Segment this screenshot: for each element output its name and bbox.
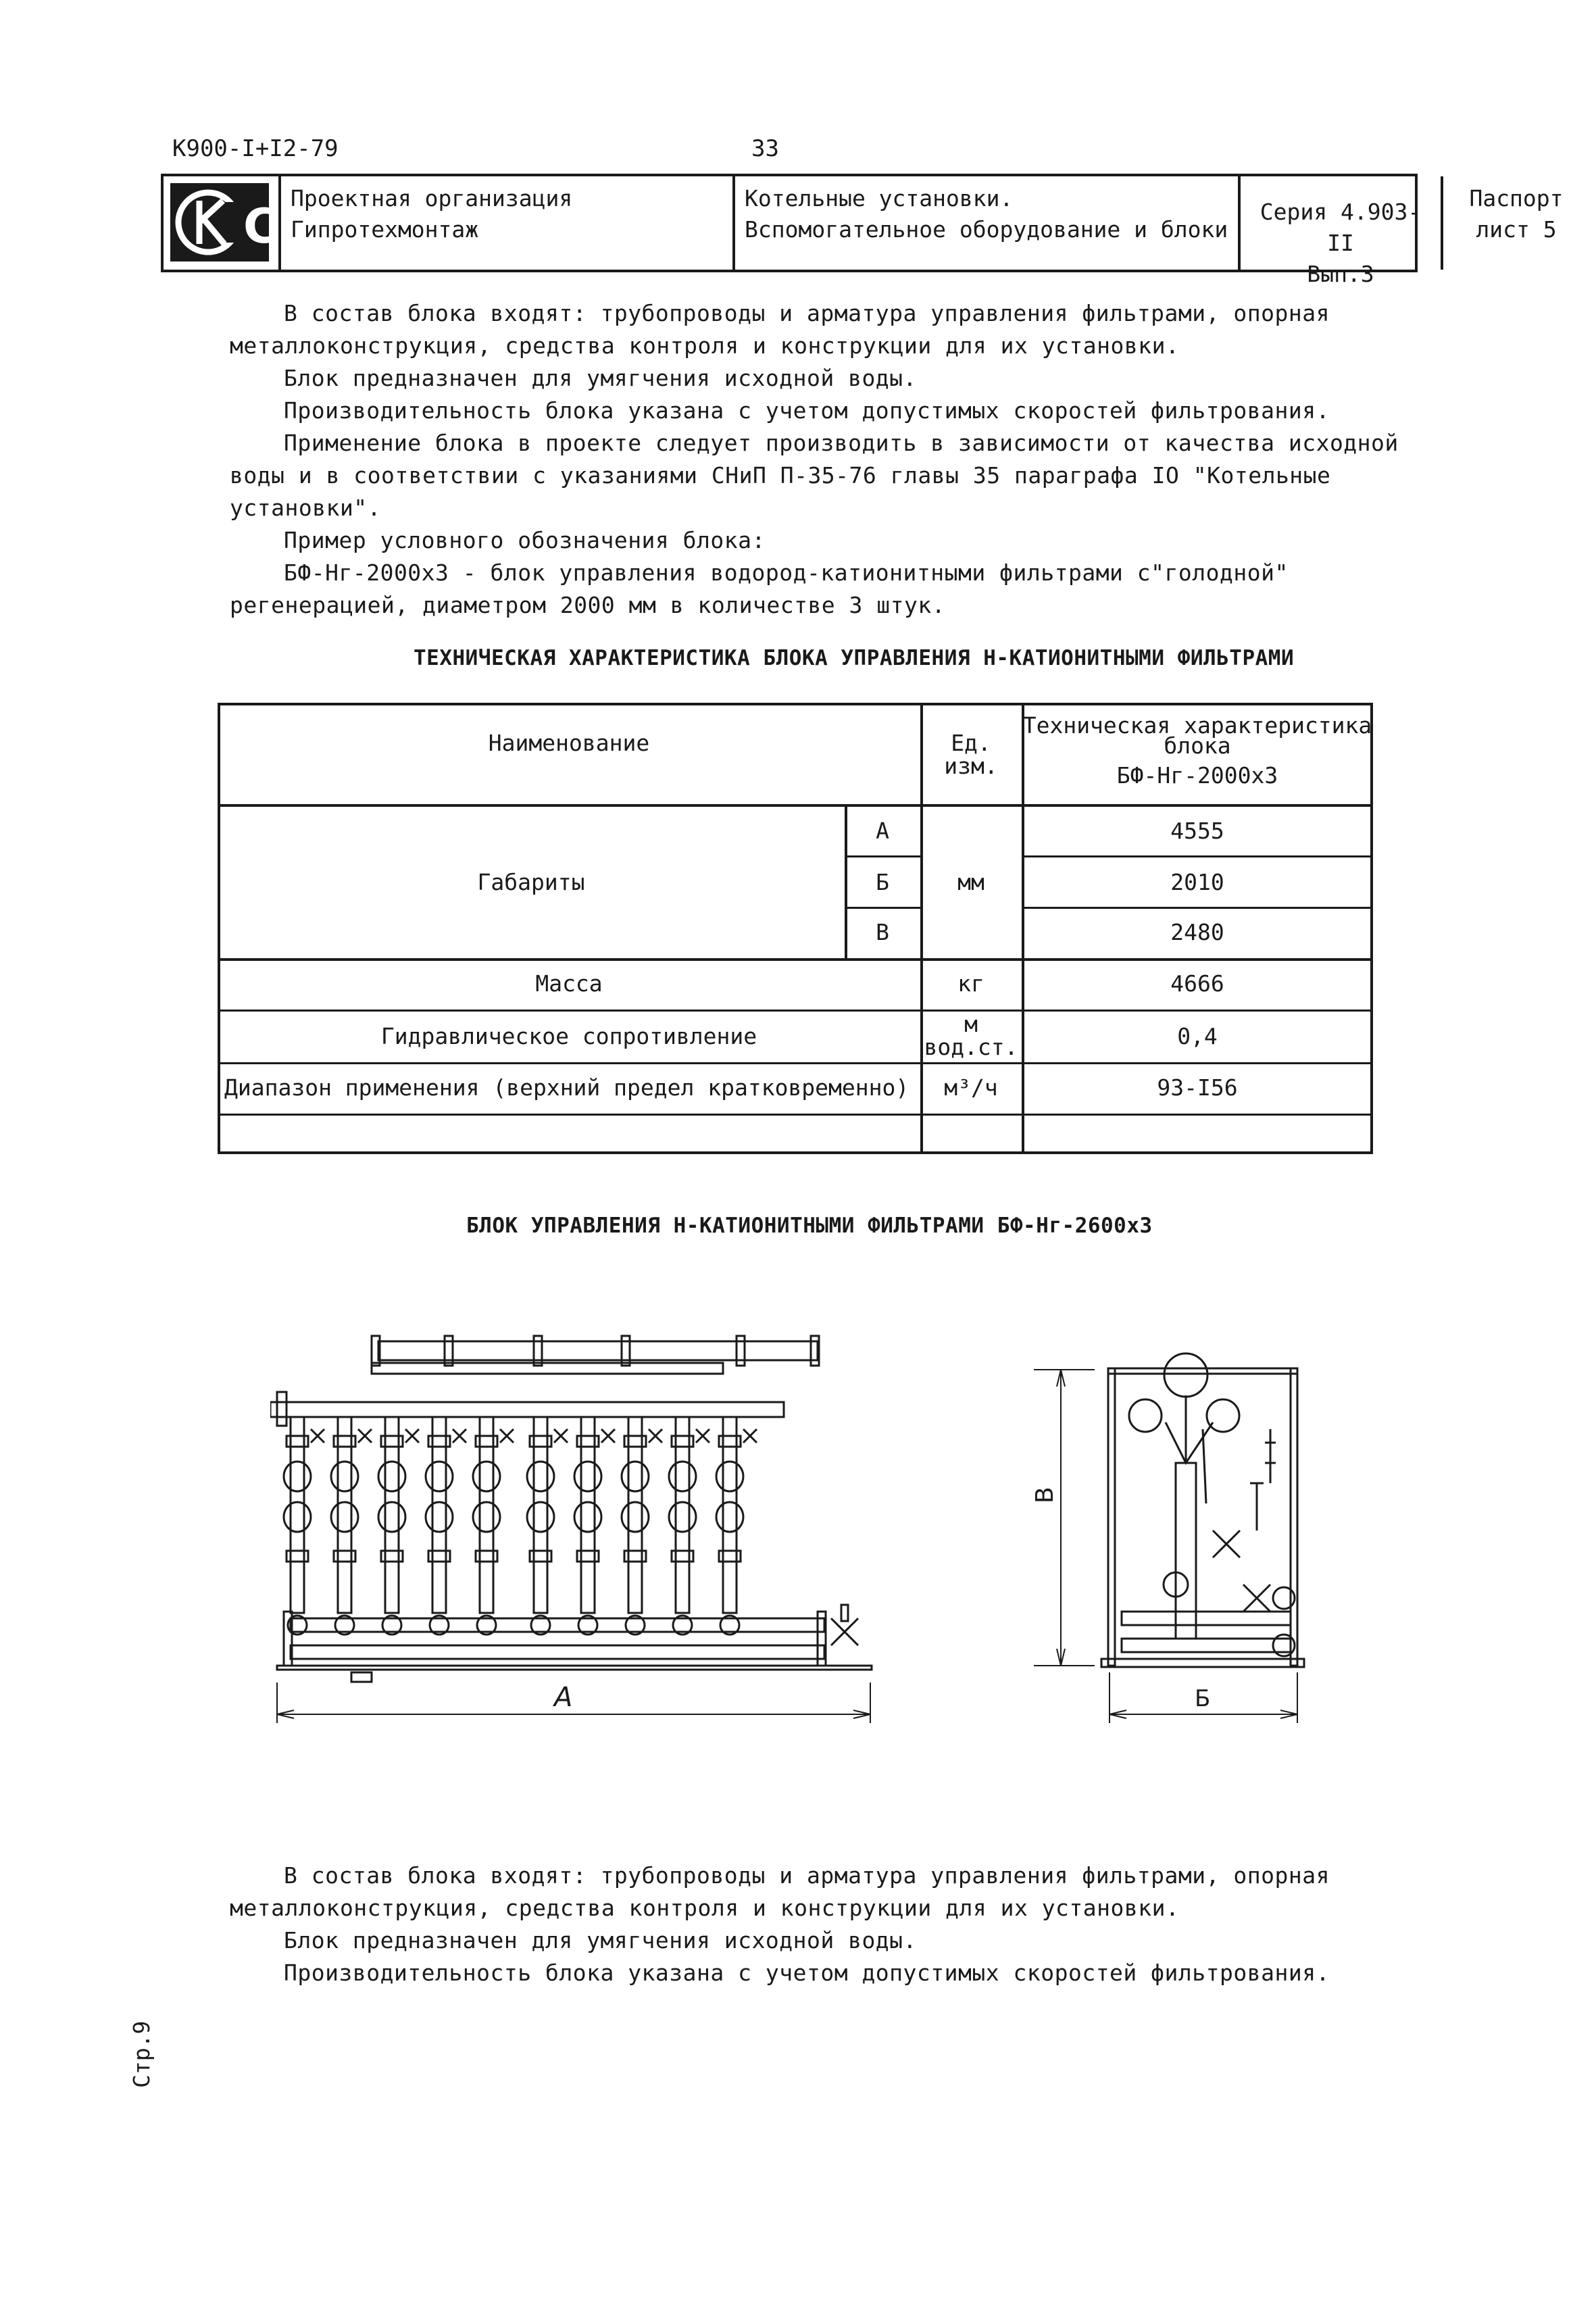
mass-value: 4666 <box>1170 970 1224 997</box>
intro-line-10: регенерацией, диаметром 2000 мм в количестве 3 штук. <box>230 592 946 618</box>
series-cell <box>1238 176 1441 287</box>
intro-line-3: Блок предназначен для умягчения исходной воды. <box>284 365 917 391</box>
intro-line-4: Производительность блока указана с учетом допустимых скоростей фильтрования. <box>284 397 1330 424</box>
passport-cell <box>1441 176 1589 270</box>
passport: Паспорт <box>1469 185 1564 211</box>
filter-column-part <box>649 1429 662 1443</box>
filter-column-part <box>716 1502 743 1532</box>
page-side-note <box>128 1987 169 2095</box>
dim-v-value: 2480 <box>1170 919 1224 945</box>
hydraulic-value: 0,4 <box>1177 1023 1218 1049</box>
filter-column-part <box>500 1429 514 1443</box>
filter-column-part <box>358 1429 372 1443</box>
filter-column-part <box>378 1502 405 1532</box>
dim-a-value: 4555 <box>1170 818 1224 844</box>
front-filter-columns <box>284 1417 757 1635</box>
filter-column-part <box>601 1429 615 1443</box>
range-unit: м³/ч <box>944 1074 998 1101</box>
dim-b-label: Б <box>876 869 889 895</box>
title-line-1: Котельные установки. <box>745 185 1014 211</box>
front-view-drawing <box>270 1328 892 1726</box>
outro-line-4: Производительность блока указана с учетом допустимых скоростей фильтрования. <box>284 1960 1330 1986</box>
mass-unit: кг <box>957 970 984 997</box>
intro-line-9: БФ-Нг-2000х3 - блок управления водород-катионитными фильтрами с"голодной" <box>284 559 1289 586</box>
title-line-2: Вспомогательное оборудование и блоки <box>745 216 1228 243</box>
outro-line-1: В состав блока входят: трубопроводы и арматура управления фильтрами, опорная <box>284 1862 1330 1889</box>
outro-line-3: Блок предназначен для умягчения исходной воды. <box>284 1927 917 1953</box>
dim-a-drawing-label: А <box>554 1682 573 1713</box>
intro-line-1: В состав блока входят: трубопроводы и арматура управления фильтрами, опорная <box>284 300 1330 326</box>
intro-line-5: Применение блока в проекте следует производить в зависимости от качества исходной <box>284 430 1399 456</box>
series: Серия 4.903-II <box>1260 199 1422 256</box>
hydraulic-label: Гидравлическое сопротивление <box>380 1023 757 1049</box>
filter-column-part <box>554 1429 568 1443</box>
org-label: Проектная организация <box>291 185 573 211</box>
filter-column-part <box>574 1462 601 1491</box>
org-cell <box>278 176 732 270</box>
col-header-spec-1: Техническая характеристика <box>1022 712 1372 739</box>
col-header-name: Наименование <box>488 730 650 756</box>
page-number: 33 <box>751 135 779 162</box>
filter-column-part <box>426 1502 453 1532</box>
col-header-unit-2: изм. <box>944 753 998 779</box>
filter-column-part <box>378 1462 405 1491</box>
filter-column-part <box>716 1462 743 1491</box>
dim-v-drawing-label: В <box>1031 1487 1059 1503</box>
dim-v-label: В <box>876 919 889 945</box>
filter-column-part <box>311 1429 324 1443</box>
filter-column-part <box>426 1462 453 1491</box>
intro-line-2: металлоконструкция, средства контроля и конструкции для их установки. <box>230 332 1180 359</box>
sheet: лист 5 <box>1476 216 1557 243</box>
hydraulic-unit-2: вод.ст. <box>924 1034 1018 1060</box>
filter-column-part <box>669 1502 696 1532</box>
filter-column-part <box>284 1462 311 1491</box>
filter-column-part <box>331 1462 358 1491</box>
mass-label: Масса <box>535 970 603 997</box>
dim-b-value: 2010 <box>1170 869 1224 895</box>
issue: Вып.3 <box>1307 261 1374 287</box>
spec-table <box>218 703 1373 1154</box>
filter-column-part <box>669 1462 696 1491</box>
filter-column-part <box>743 1429 757 1443</box>
title-cell <box>732 176 1238 270</box>
filter-column-part <box>473 1502 500 1532</box>
dims-label: Габариты <box>477 869 585 895</box>
filter-column-part <box>405 1429 419 1443</box>
logo-text: С <box>243 199 270 254</box>
filter-column-part <box>473 1462 500 1491</box>
outro-line-2: металлоконструкция, средства контроля и конструкции для их установки. <box>230 1895 1180 1921</box>
filter-column-part <box>527 1462 554 1491</box>
intro-line-6: воды и в соответствии с указаниями СНиП П-35-76 главы 35 параграфа IO "Котельные <box>230 462 1331 489</box>
filter-column-part <box>622 1502 649 1532</box>
intro-line-8: Пример условного обозначения блока: <box>284 527 766 553</box>
filter-column-part <box>527 1502 554 1532</box>
filter-column-part <box>574 1502 601 1532</box>
range-value: 93-I56 <box>1157 1074 1238 1101</box>
filter-column-part <box>453 1429 466 1443</box>
col-header-unit-1: Ед. <box>951 730 991 756</box>
document-code: К900-I+I2-79 <box>172 135 339 162</box>
side-note-text: Стр.9 <box>128 2020 155 2088</box>
filter-column-part <box>696 1429 709 1443</box>
dims-unit: мм <box>957 869 984 895</box>
hydraulic-unit-1: м <box>964 1011 978 1037</box>
range-label: Диапазон применения (верхний предел кратковременно) <box>224 1074 909 1101</box>
title-block <box>161 174 1564 287</box>
org-name: Гипротехмонтаж <box>291 216 479 243</box>
side-view-drawing <box>1020 1328 1318 1726</box>
filter-column-part <box>331 1502 358 1532</box>
col-header-spec-2: блока <box>1164 732 1231 759</box>
dim-a-label: А <box>876 818 889 844</box>
dim-b-drawing-label: Б <box>1195 1685 1211 1712</box>
col-header-spec-3: БФ-Нг-2000х3 <box>1116 762 1278 789</box>
filter-column-part <box>284 1502 311 1532</box>
drawing-title: БЛОК УПРАВЛЕНИЯ Н-КАТИОНИТНЫМИ ФИЛЬТРАМИ БФ-Нг-2600х3 <box>466 1214 1153 1238</box>
filter-column-part <box>622 1462 649 1491</box>
logo <box>164 176 278 270</box>
table-title: ТЕХНИЧЕСКАЯ ХАРАКТЕРИСТИКА БЛОКА УПРАВЛЕНИЯ Н-КАТИОНИТНЫМИ ФИЛЬТРАМИ <box>414 646 1295 670</box>
skz-logo-icon <box>169 182 270 263</box>
intro-line-7: установки". <box>230 495 382 521</box>
